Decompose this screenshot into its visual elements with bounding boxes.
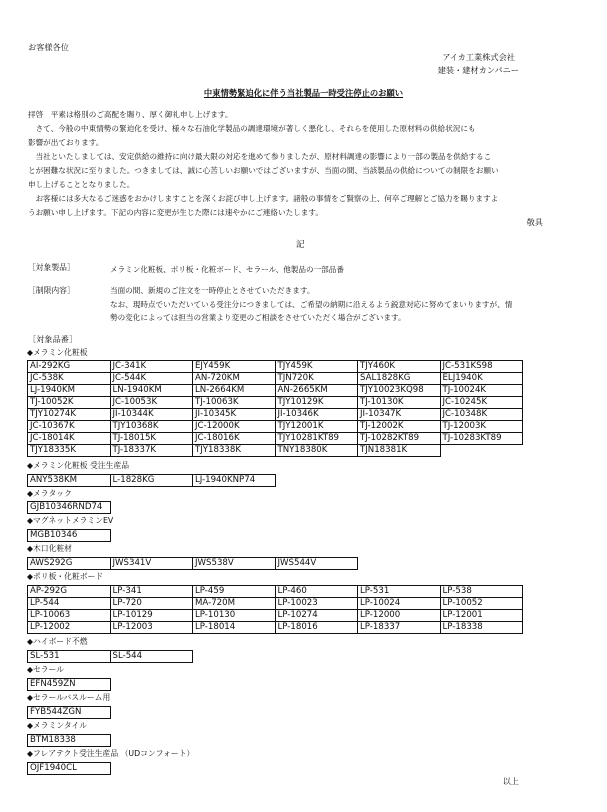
category-melamine: ◆メラミン化粧板 [27, 348, 88, 357]
product-code-cell: JC-10367K [27, 420, 111, 433]
product-code-cell: TJ-10024K [440, 384, 524, 397]
items-heading: ［対象品番］ [28, 334, 78, 344]
product-code-cell: TJY18335K [27, 444, 111, 457]
product-code-cell: MGB10346 [27, 529, 111, 542]
product-code-cell: LP-12002 [27, 621, 111, 634]
product-code-cell: LP-18016 [275, 621, 359, 634]
category-ceral-bathroom: ◆セラールバスルーム用 [27, 693, 111, 702]
product-code-cell: JI-10347K [357, 408, 441, 421]
product-code-cell: JC-544K [110, 372, 194, 385]
product-code-cell: LP-18337 [357, 621, 441, 634]
category-flaretect-made-to-order: ◆フレアテクト受注生産品 （UDコンフォート） [27, 749, 195, 758]
body-line: うお願い申し上げます。下記の内容に変更が生じた際には速やかにご連絡いたします。 [28, 208, 323, 217]
product-code-cell: TJ-18015K [110, 432, 194, 445]
product-code-cell: LP-459 [192, 585, 276, 598]
restriction-label: ［制限内容］ [28, 286, 75, 295]
product-code-cell: JC-538K [27, 372, 111, 385]
product-code-cell: LP-341 [110, 585, 194, 598]
product-code-cell: LP-10130 [192, 609, 276, 622]
category-ceral: ◆セラール [27, 665, 65, 674]
target-products-label: ［対象製品］ [28, 263, 75, 272]
high-board-table [27, 650, 522, 662]
product-code-cell: JC-18016K [192, 432, 276, 445]
product-code-cell: LN-2664KM [192, 384, 276, 397]
body-line: 当社といたしましては、安定供給の維持に向け最大限の対応を進めて参りましたが、原材料調達の影響により一部の製品を供給するこ [28, 152, 492, 161]
product-code-cell: JWS341V [110, 557, 194, 570]
product-code-cell: SAL1828KG [357, 372, 441, 385]
restriction-line: 勢の変化によっては担当の営業より変更のご相談をさせていただく場合がございます。 [110, 313, 406, 322]
product-code-cell: AN-720KM [192, 372, 276, 385]
product-code-cell: LN-1940KM [110, 384, 194, 397]
product-code-cell: AN-2665KM [275, 384, 359, 397]
ceral-bathroom-table [27, 706, 522, 718]
melamine-made-to-order-table [27, 474, 522, 486]
product-code-cell: TJ-12003K [440, 420, 524, 433]
product-code-cell: AP-292G [27, 585, 111, 598]
product-code-cell: TJ-10283KT89 [440, 432, 524, 445]
product-code-cell: LP-544 [27, 597, 111, 610]
body-line: さて、今般の中東情勢の緊迫化を受け、様々な石油化学製品の調達環境が著しく悪化し、それらを使用した原材料の供給状況にも [28, 124, 476, 133]
end-mark: 以上 [502, 776, 519, 786]
product-code-cell: LP-460 [275, 585, 359, 598]
product-code-cell: LP-720 [110, 597, 194, 610]
category-meratack: ◆メラタック [27, 489, 72, 498]
product-code-cell: LP-18014 [192, 621, 276, 634]
product-code-cell: JI-10346K [275, 408, 359, 421]
category-edge-material: ◆木口化粧材 [27, 544, 72, 553]
body-line: 影響が出ております。 [28, 138, 104, 147]
product-code-cell: JWS544V [275, 557, 359, 570]
product-code-cell: EJY459K [192, 360, 276, 373]
flaretect-table [27, 762, 522, 774]
restriction-line: なお、現時点でいただいている受注分につきましては、ご希望の納期に沿えるよう鋭意対応に努めてまいりますが、情 [110, 299, 513, 309]
product-code-cell: MA-720M [192, 597, 276, 610]
product-code-cell: EFN459ZN [27, 678, 111, 691]
product-code-cell: JI-10344K [110, 408, 194, 421]
product-code-cell: TJ-10130K [357, 396, 441, 409]
melamine-tile-table [27, 734, 522, 746]
body-line: 拝啓 平素は格別のご高配を賜り、厚く御礼申し上げます。 [28, 110, 233, 119]
product-code-cell: LP-18338 [440, 621, 524, 634]
product-code-cell: JC-18014K [27, 432, 111, 445]
product-code-cell: TJN720K [275, 372, 359, 385]
product-code-cell: JWS538V [192, 557, 276, 570]
product-code-cell: JI-10345K [192, 408, 276, 421]
product-code-cell: LJ-1940KM [27, 384, 111, 397]
product-code-cell: JC-10348K [440, 408, 524, 421]
body-line: とが困難な状況に至りました。つきましては、誠に心苦しいお願いではございますが、当面の間、当該製品の供給についての制限をお願い [28, 166, 499, 175]
product-code-cell: TJY460K [357, 360, 441, 373]
product-code-cell: TJY18338K [192, 444, 276, 457]
product-code-cell: TJ-10063K [192, 396, 276, 409]
body-text [28, 108, 583, 220]
meratack-table [27, 501, 522, 513]
product-code-cell: SL-544 [110, 650, 194, 663]
document-title: 中東情勢緊迫化に伴う当社製品一時受注停止のお願い [203, 88, 404, 98]
body-line: 申し上げることとなりました。 [28, 180, 135, 189]
category-magnet-melamine: ◆マグネットメラミンEV [27, 516, 114, 525]
product-code-cell: JC-10053K [110, 396, 194, 409]
target-products-text: メラミン化粧板、ポリ板・化粧ボード、セラール、他製品の一部品番 [110, 265, 344, 274]
product-code-cell: AWS292G [27, 557, 111, 570]
product-code-cell: SL-531 [27, 650, 111, 663]
product-code-cell: TJY10129K [275, 396, 359, 409]
product-code-cell: TJ-10282KT89 [357, 432, 441, 445]
product-code-cell: GJB10346RND74 [27, 501, 111, 514]
product-code-cell: FYB544ZGN [27, 706, 111, 719]
product-code-cell: TJY10368K [110, 420, 194, 433]
product-code-cell: TJY12001K [275, 420, 359, 433]
product-code-cell: AI-292KG [27, 360, 111, 373]
ki-mark: 記 [296, 240, 305, 250]
product-code-cell: LP-12000 [357, 609, 441, 622]
category-high-board-noncombustible: ◆ハイボード不燃 [27, 637, 88, 646]
product-code-cell: TJY10281KT89 [275, 432, 359, 445]
product-code-cell: TJ-10052K [27, 396, 111, 409]
product-code-cell: JC-10245K [440, 396, 524, 409]
product-code-cell: LP-10063 [27, 609, 111, 622]
ceral-table [27, 678, 522, 690]
product-code-cell: ELJ1940K [440, 372, 524, 385]
category-melamine-made-to-order: ◆メラミン化粧板 受注生産品 [27, 461, 130, 470]
company-name: アイカ工業株式会社 [442, 52, 515, 62]
product-code-cell: BTM18338 [27, 734, 111, 747]
magnet-melamine-table [27, 529, 522, 541]
category-poly-board: ◆ポリ板・化粧ボード [27, 572, 104, 581]
product-code-cell: TJY10274K [27, 408, 111, 421]
product-code-cell: LP-10023 [275, 597, 359, 610]
product-code-cell: LP-10052 [440, 597, 524, 610]
product-code-cell: LP-538 [440, 585, 524, 598]
product-code-cell: TNY18380K [275, 444, 359, 457]
melamine-table [27, 360, 522, 456]
category-melamine-tile: ◆メラミンタイル [27, 721, 88, 730]
product-code-cell: LP-531 [357, 585, 441, 598]
product-code-cell: LP-10129 [110, 609, 194, 622]
product-code-cell: LP-12001 [440, 609, 524, 622]
product-code-cell: TJ-18337K [110, 444, 194, 457]
product-code-cell: JC-531KS98 [440, 360, 524, 373]
product-code-cell: TJN18381K [357, 444, 441, 457]
poly-board-table [27, 585, 522, 633]
restriction-text [110, 284, 585, 325]
edge-material-table [27, 557, 522, 569]
product-code-cell: TJY459K [275, 360, 359, 373]
restriction-line: 当面の間、新規のご注文を一時停止とさせていただきます。 [110, 286, 315, 295]
product-code-cell: LJ-1940KNP74 [192, 474, 276, 487]
product-code-cell: L-1828KG [110, 474, 194, 487]
product-code-cell: ANY538KM [27, 474, 111, 487]
body-line: お客様には多大なるご迷惑をおかけしますことを深くお詫び申し上げます。諸般の事情をご賢察の上、何卒ご理解とご協力を賜りますよ [28, 194, 499, 203]
product-code-cell: OJF1940CL [27, 762, 111, 775]
product-code-cell: LP-12003 [110, 621, 194, 634]
product-code-cell: JC-341K [110, 360, 194, 373]
product-code-cell: JC-12000K [192, 420, 276, 433]
product-code-cell: TJ-12002K [357, 420, 441, 433]
division-name: 建装・建材カンパニー [437, 65, 519, 75]
product-code-cell: LP-10024 [357, 597, 441, 610]
addressee: お客様各位 [28, 42, 69, 52]
closing: 敬具 [526, 217, 543, 227]
product-code-cell: TJY10023KQ98 [357, 384, 441, 397]
product-code-cell: LP-10274 [275, 609, 359, 622]
